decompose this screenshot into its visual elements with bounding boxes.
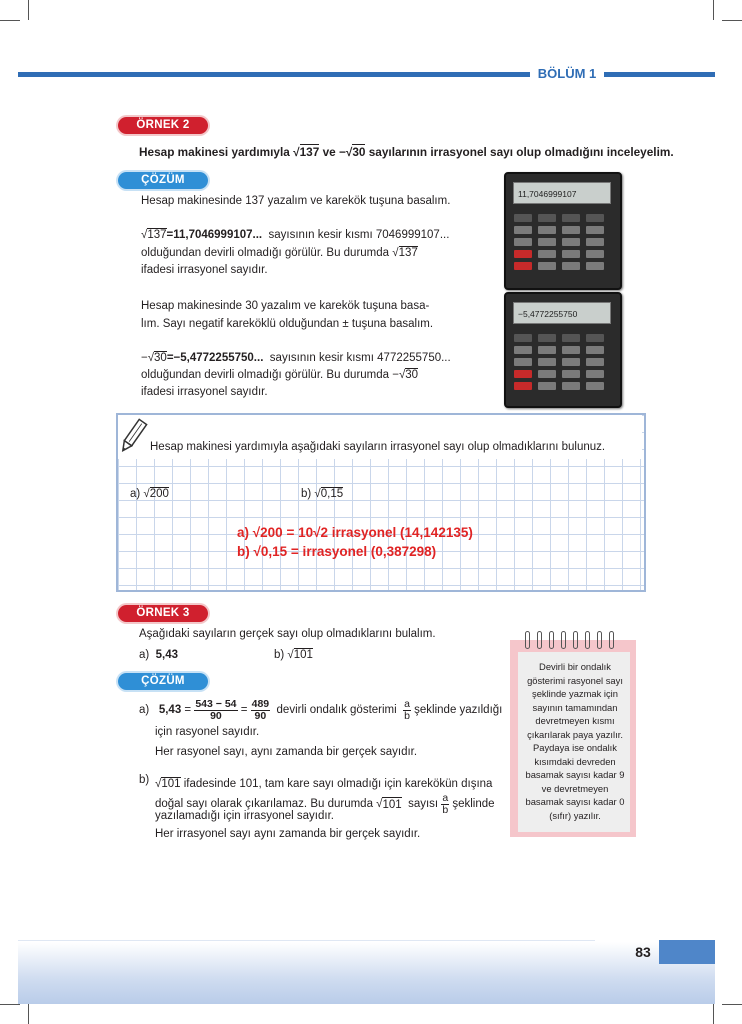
item-label: a) (130, 488, 141, 500)
page-number-block (659, 940, 715, 964)
numerator: a (404, 697, 410, 710)
text: ifadesinde 101, tam kare sayı olmadığı için karekökün dışına (183, 778, 493, 790)
handwritten-answer-1: a) √200 = 10√2 irrasyonel (14,142135) (237, 525, 473, 540)
binder-ring-icon (549, 631, 554, 649)
exercise-instruction: Hesap makinesi yardımıyla aşağıdaki sayıların irrasyonel sayı olup olmadıklarını bulunuz. (150, 441, 606, 453)
solution-a-line: a) 5,43 = $\frac{543 - 54}{90}$ = $\frac{489}{90}$ devirli ondalık gösterimi $\frac{a}{b}$ şeklinde yazıldığı (139, 697, 503, 722)
example-2-question: Hesap makinesi yardımıyla √137 ve −√30 sayılarının irrasyonel sayı olup olmadığını inceleyelim. (139, 145, 674, 159)
text: devirli ondalık gösterimi (276, 704, 397, 716)
page-number: 83 (635, 944, 651, 960)
item-label: a) (139, 704, 150, 716)
binder-ring-icon (537, 631, 542, 649)
solution-paragraph: −√30=−5,4772255750... sayısının kesir kısmı 4772255750... (141, 352, 451, 364)
solution-paragraph: √137=11,7046999107... sayısının kesir kısmı 7046999107... (141, 229, 450, 241)
radicand: 137 (147, 229, 167, 241)
example-2-label: ÖRNEK 2 (118, 117, 208, 134)
example-3-item-b: b) √101 (274, 649, 313, 661)
text: − (141, 352, 148, 364)
crop-mark (0, 20, 20, 21)
item-label: b) (301, 488, 312, 500)
note-text: Devirli bir ondalık gösterimi rasyonel sayı şeklinde yazmak için sayının tamamından devretmeyen kısmı çıkarılarak paya yazılır. Paydaya ise ondalık kısımdaki devreden basamak sayısı kadar 9 ve devretmeyen basamak sayısı kadar 0 (sıfır) yazılır. (525, 661, 625, 821)
text: sayısının kesir kısmı 4772255750... (269, 352, 451, 364)
exercise-item-a: a) √200 (130, 488, 169, 500)
crop-mark (713, 1004, 714, 1024)
numerator: 489 (251, 697, 270, 710)
item-label: a) (139, 649, 150, 661)
calculator-image (504, 172, 622, 290)
radicand: 200 (149, 488, 169, 500)
radicand: 30 (405, 369, 419, 381)
solution-b-line: doğal sayı olarak çıkarılamaz. Bu durumda √ 101 sayısı $\frac{a}{b}$ şeklinde (155, 791, 495, 816)
exercise-item-b: b) √0,15 (301, 488, 344, 500)
fraction (251, 699, 271, 722)
radicand: 30 (154, 352, 167, 364)
question-text: sayılarının irrasyonel sayı olup olmadığını inceleyelim. (368, 145, 674, 159)
fraction (403, 699, 411, 722)
numerator: a (442, 791, 449, 804)
denominator: b (404, 709, 410, 722)
solution-paragraph: lım. Sayı negatif kareköklü olduğundan ± tuşuna basalım. (141, 318, 434, 330)
calc-value: =−5,4772255750... (166, 352, 264, 364)
fraction (441, 793, 449, 816)
solution-paragraph: Hesap makinesinde 137 yazalım ve karekök tuşuna basalım. (141, 195, 451, 207)
chapter-title: BÖLÜM 1 (530, 66, 604, 82)
text: doğal sayı olarak çıkarılamaz. Bu durumda (155, 798, 373, 810)
pencil-icon (118, 417, 148, 457)
item-label: b) (274, 649, 285, 661)
radicand: 0,15 (320, 488, 344, 500)
solution-paragraph: Hesap makinesinde 30 yazalım ve karekök tuşuna basa- (141, 300, 430, 312)
text: sayısının kesir kısmı 7046999107... (268, 229, 450, 241)
calc-value: =11,7046999107... (166, 229, 263, 241)
example-3-question: Aşağıdaki sayıların gerçek sayı olup olmadıklarını bulalım. (139, 628, 436, 640)
solution-paragraph: olduğundan devirli olmadığı görülür. Bu durumda √137 (141, 247, 418, 259)
handwritten-answer-2: b) √0,15 = irrasyonel (0,387298) (237, 544, 437, 559)
calculator-display: 11,7046999107 (513, 182, 611, 204)
crop-mark (713, 0, 714, 20)
denominator: 90 (254, 709, 267, 722)
example-3-label: ÖRNEK 3 (118, 605, 208, 622)
radicand: 101 (293, 649, 313, 661)
radicand: 101 (161, 778, 181, 790)
solution-a-line: için rasyonel sayıdır. (155, 726, 260, 738)
binder-ring-icon (597, 631, 602, 649)
solution-paragraph: ifadesi irrasyonel sayıdır. (141, 264, 268, 276)
radicand: 101 (382, 798, 402, 811)
calculator-keys (514, 334, 604, 390)
binder-ring-icon (561, 631, 566, 649)
text: olduğundan devirli olmadığı görülür. Bu durumda (141, 247, 390, 259)
calculator-display: −5,4772255750 (513, 302, 611, 324)
crop-mark (722, 1004, 742, 1005)
solution-b-label: b) (139, 774, 150, 786)
text: şeklinde (452, 798, 495, 810)
solution-label: ÇÖZÜM (118, 172, 208, 189)
repeating-decimal: 5,43 (158, 704, 182, 716)
example-3-item-a (139, 648, 178, 662)
question-text: Hesap makinesi yardımıyla (139, 145, 290, 159)
fraction (194, 699, 237, 722)
crop-mark (722, 20, 742, 21)
solution-b-line: √101 ifadesinde 101, tam kare sayı olmadığı için karekökün dışına (155, 778, 493, 790)
binder-ring-icon (609, 631, 614, 649)
binder-ring-icon (585, 631, 590, 649)
crop-mark (28, 0, 29, 20)
radicand: 137 (299, 145, 320, 159)
binder-ring-icon (525, 631, 530, 649)
footer-line (18, 940, 595, 941)
text: olduğundan devirli olmadığı görülür. Bu durumda − (141, 369, 399, 381)
solution-paragraph: ifadesi irrasyonel sayıdır. (141, 386, 268, 398)
solution-paragraph: olduğundan devirli olmadığı görülür. Bu durumda −√30 (141, 369, 419, 381)
calculator-image (504, 292, 622, 408)
question-text: ve − (322, 145, 346, 159)
binder-ring-icon (573, 631, 578, 649)
denominator: 90 (210, 709, 222, 722)
radicand: 30 (352, 145, 366, 159)
footer-band (18, 942, 715, 1004)
solution-a-line: Her rasyonel sayı, aynı zamanda bir gerçek sayıdır. (155, 746, 418, 758)
solution-b-line: yazılamadığı için irrasyonel sayıdır. (155, 810, 334, 822)
solution-label: ÇÖZÜM (118, 673, 208, 690)
radicand: 137 (398, 247, 418, 259)
crop-mark (28, 1004, 29, 1024)
text: şeklinde yazıldığı (414, 704, 503, 716)
denominator: b (442, 803, 449, 816)
calculator-keys (514, 214, 604, 270)
solution-b-line: Her irrasyonel sayı aynı zamanda bir gerçek sayıdır. (155, 828, 421, 840)
repeating-decimal: 5,43 (155, 649, 179, 661)
text: sayısı (408, 798, 439, 810)
crop-mark (0, 1004, 20, 1005)
header-bar (18, 72, 715, 77)
numerator: 543 − 54 (195, 697, 237, 710)
